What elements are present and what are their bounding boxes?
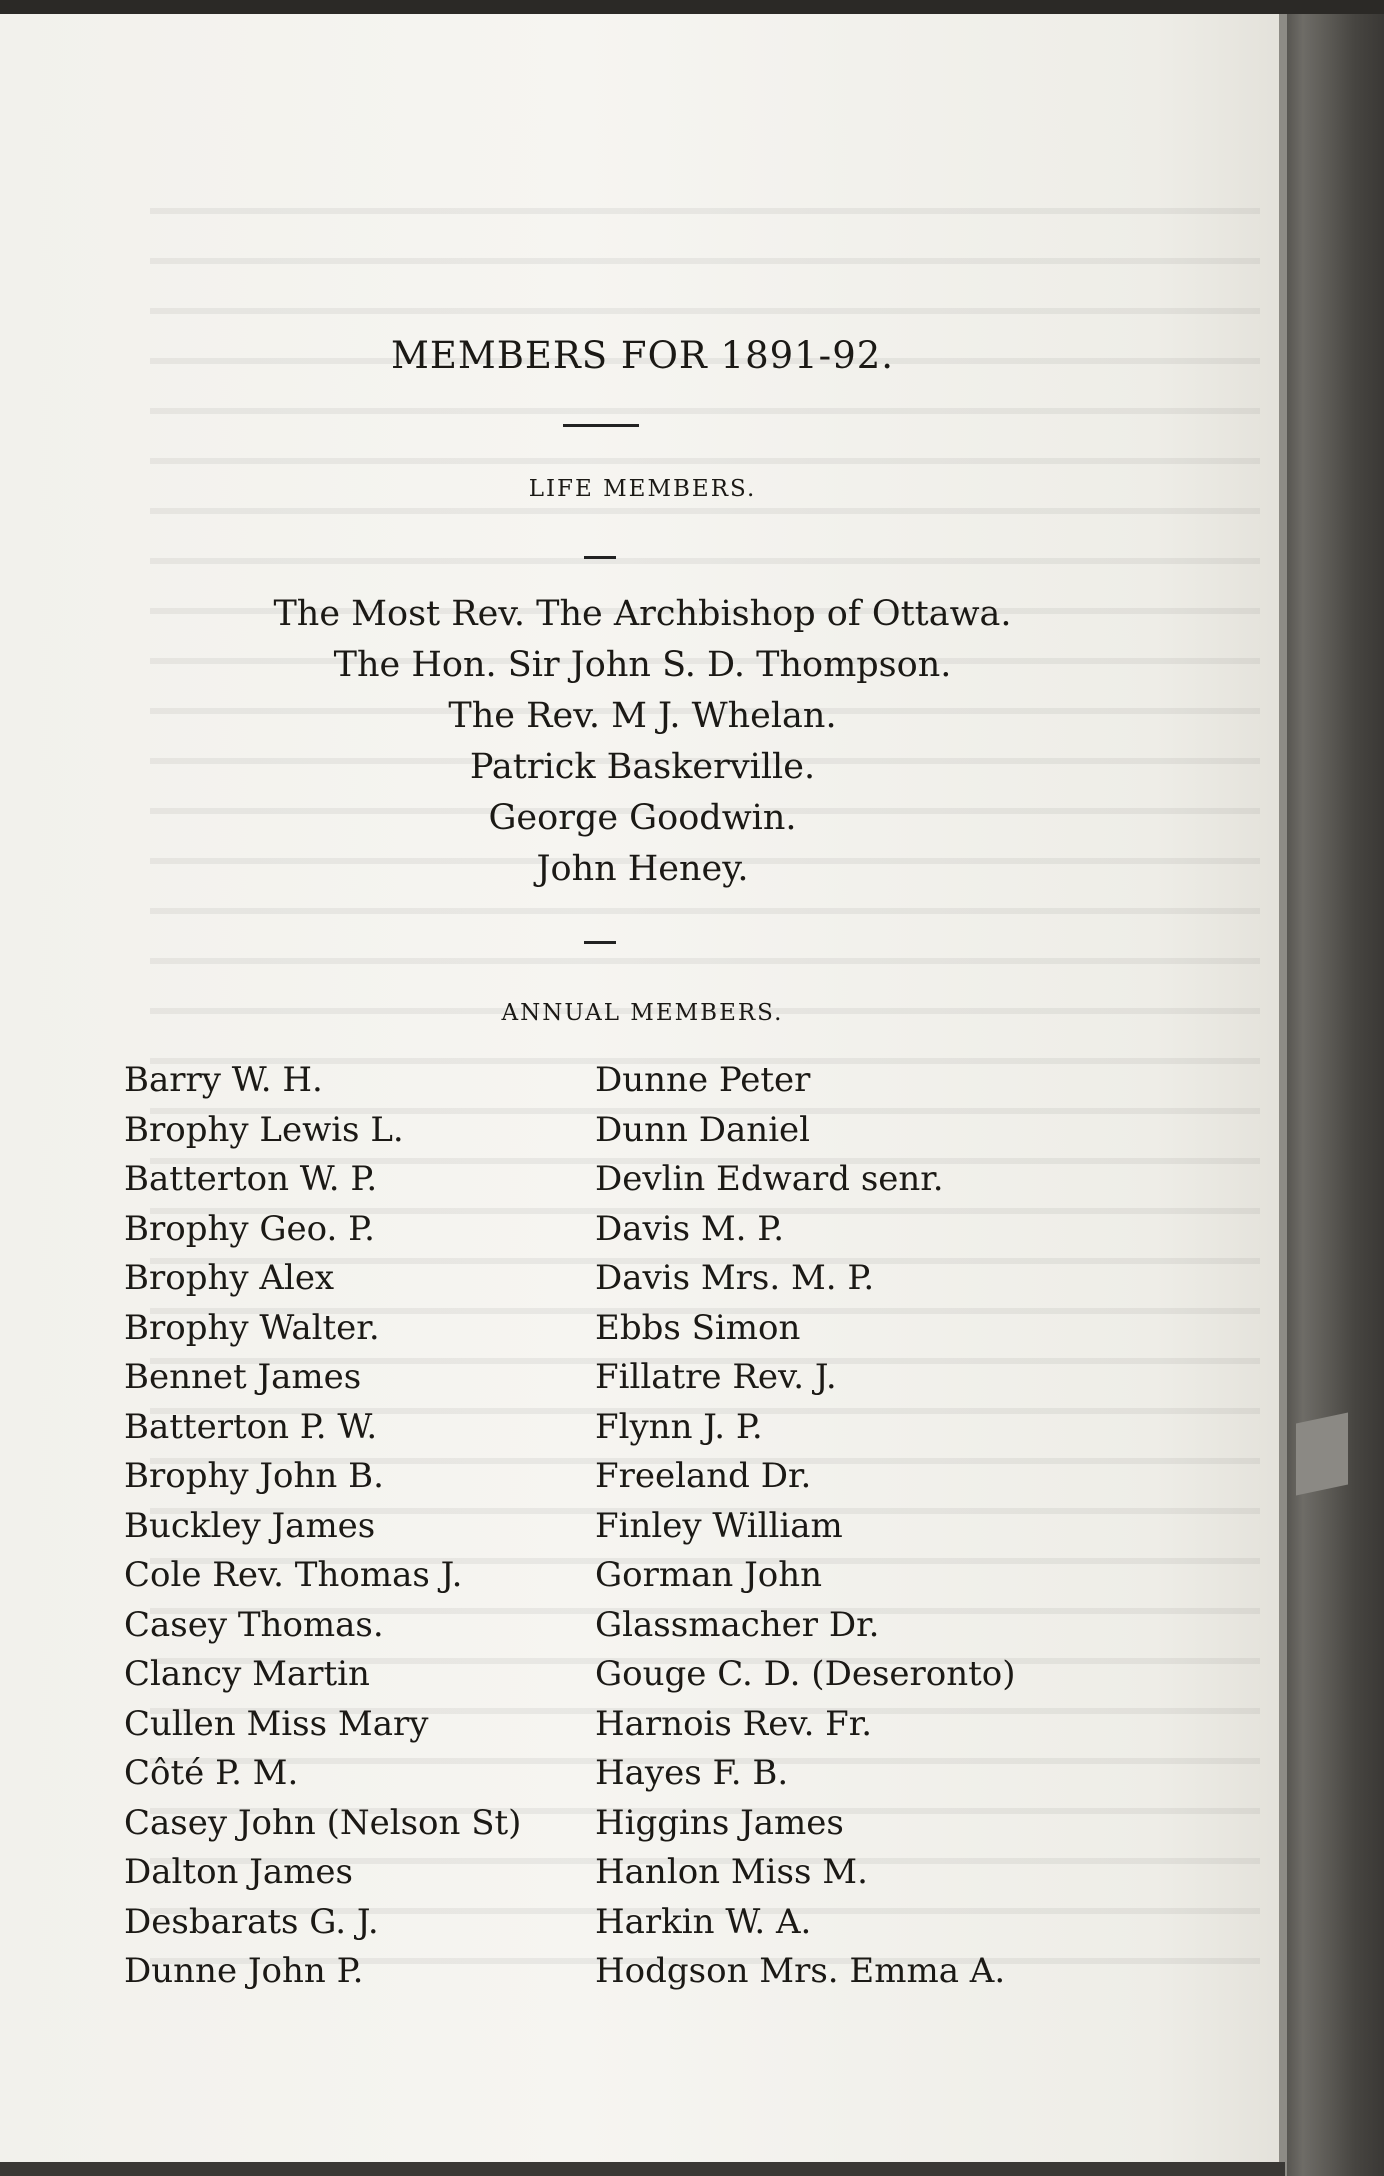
member-name: Brophy Alex: [124, 1258, 335, 1298]
page-tab: [1296, 1412, 1348, 1495]
member-name: Brophy John B.: [124, 1456, 384, 1496]
member-name: Buckley James: [124, 1505, 376, 1546]
member-name: Higgins James: [595, 1802, 844, 1843]
member-name: Desbarats G. J.: [124, 1901, 379, 1942]
member-name: Batterton P. W.: [124, 1406, 378, 1447]
member-name: Dunne Peter: [595, 1060, 811, 1100]
member-name: Dalton James: [124, 1852, 353, 1892]
scan-bottom-edge: [0, 2162, 1285, 2176]
member-name: Freeland Dr.: [595, 1456, 812, 1496]
life-members-heading: LIFE MEMBERS.: [528, 476, 757, 502]
member-name: Ebbs Simon: [595, 1307, 801, 1348]
member-name: Harkin W. A.: [595, 1901, 812, 1942]
life-member: Patrick Baskerville.: [469, 747, 816, 787]
annual-members-right-column: [595, 1056, 1016, 1997]
member-name: Finley William: [595, 1505, 843, 1546]
member-name: Brophy Geo. P.: [124, 1208, 375, 1249]
annual-members-heading: ANNUAL MEMBERS.: [501, 1000, 784, 1026]
member-name: Gorman John: [595, 1555, 822, 1595]
member-name: Flynn J. P.: [595, 1406, 763, 1447]
member-name: Bennet James: [124, 1357, 362, 1397]
heading-rule: [563, 424, 639, 427]
book-spine: [1285, 14, 1384, 2176]
page-heading: MEMBERS FOR 1891-92.: [390, 334, 895, 377]
member-name: Davis M. P.: [595, 1208, 785, 1249]
life-member: John Heney.: [536, 849, 749, 889]
member-name: Brophy Walter.: [124, 1307, 380, 1348]
scan-top-edge: [0, 0, 1384, 14]
member-name: Brophy Lewis L.: [124, 1109, 404, 1150]
member-name: Hanlon Miss M.: [595, 1852, 868, 1892]
annual-members-left-column: [124, 1056, 521, 1997]
member-name: Harnois Rev. Fr.: [595, 1703, 873, 1744]
member-name: Glassmacher Dr.: [595, 1604, 880, 1645]
member-name: Devlin Edward senr.: [595, 1159, 944, 1199]
member-name: Gouge C. D. (Deseronto): [595, 1654, 1016, 1694]
member-name: Casey John (Nelson St): [124, 1802, 522, 1843]
life-members-rule: [584, 556, 616, 559]
life-members-end-rule: [584, 941, 616, 944]
member-name: Clancy Martin: [124, 1654, 370, 1694]
member-name: Casey Thomas.: [124, 1604, 384, 1645]
member-name: Cole Rev. Thomas J.: [124, 1555, 463, 1595]
member-name: Hayes F. B.: [595, 1753, 789, 1793]
member-name: Barry W. H.: [124, 1060, 323, 1100]
member-name: Davis Mrs. M. P.: [595, 1258, 875, 1298]
life-member: George Goodwin.: [488, 798, 797, 838]
member-name: Dunne John P.: [124, 1951, 364, 1991]
member-name: Fillatre Rev. J.: [595, 1357, 837, 1397]
member-name: Côté P. M.: [124, 1753, 299, 1793]
life-member: The Hon. Sir John S. D. Thompson.: [333, 645, 952, 685]
life-member: The Rev. M J. Whelan.: [448, 696, 837, 736]
member-name: Cullen Miss Mary: [124, 1703, 429, 1744]
life-member: The Most Rev. The Archbishop of Ottawa.: [273, 594, 1012, 634]
member-name: Hodgson Mrs. Emma A.: [595, 1951, 1006, 1991]
member-name: Batterton W. P.: [124, 1159, 378, 1199]
member-name: Dunn Daniel: [595, 1109, 811, 1150]
